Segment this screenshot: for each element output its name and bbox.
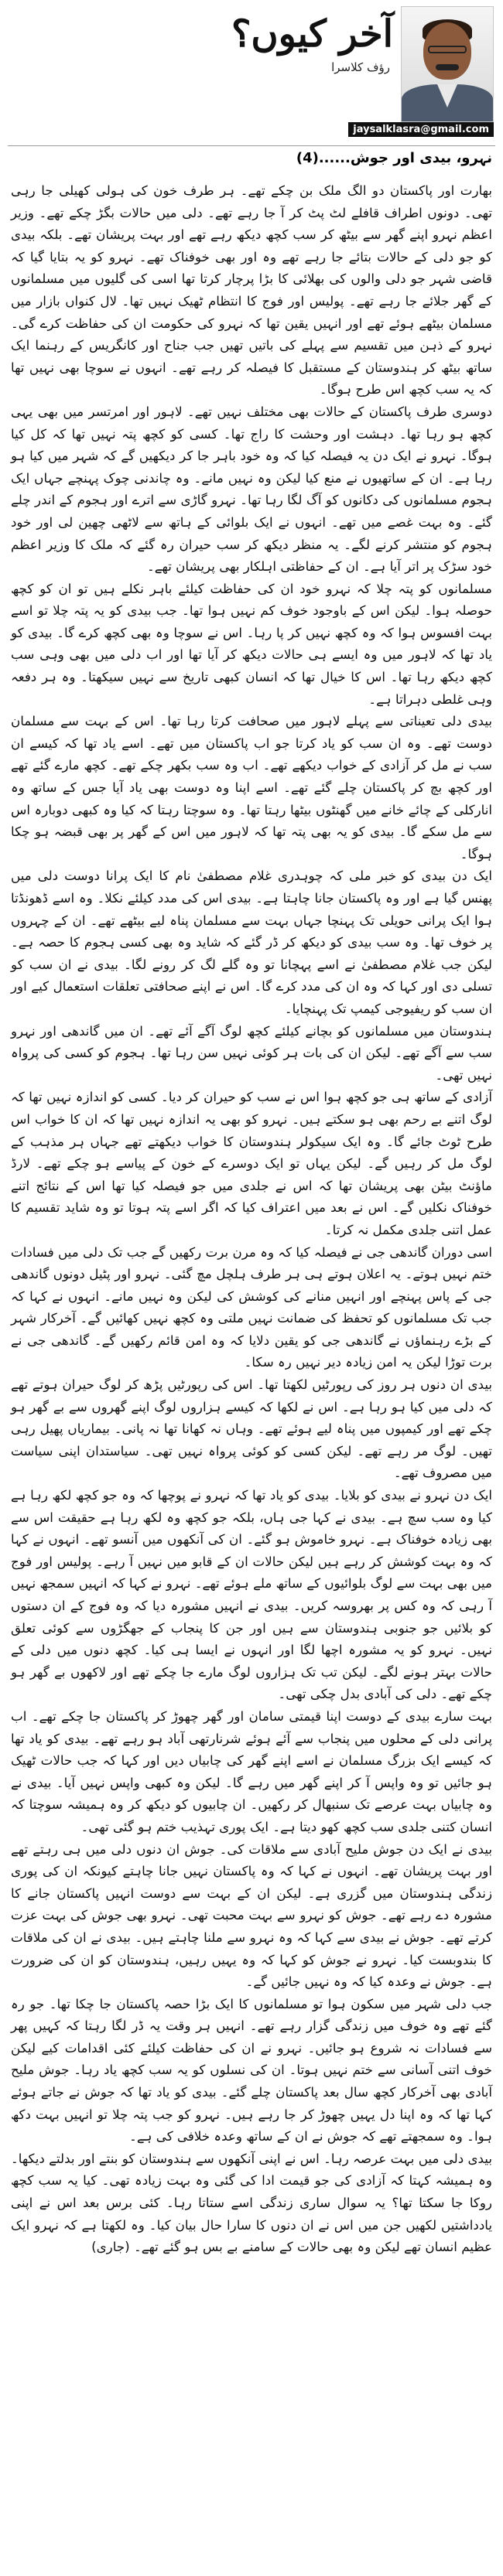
article-paragraph: بہت سارے بیدی کے دوست اپنا قیمتی سامان اور گھر چھوڑ کر پاکستان جا چکے تھے۔ اب پرانی دلی کے محلوں میں پنجاب سے آئے ہوئے شرنارتھی آباد ہو رہے تھے۔ بیدی کو یاد تھا کہ کیسے ایک بزرگ مسلمان نے اسے اپنے گھر کی چابیاں دیں اور کہا کہ جب حالات ٹھیک ہو جائیں تو وہ واپس آ کر اپنے گھر میں رہے گا۔ لیکن وہ کبھی واپس نہیں آیا۔ بیدی نے وہ چابیاں بہت عرصے تک سنبھال کر رکھیں۔ ان چابیوں کو دیکھ کر وہ ہمیشہ سوچتا کہ انسان کتنی جلدی سب کچھ کھو دیتا ہے۔ ایک پوری تہذیب ختم ہو گئی تھی۔: [11, 1708, 492, 1834]
column-title: آخر کیوں؟: [231, 12, 393, 56]
article-paragraph: ایک دن بیدی کو خبر ملی کہ چوہدری غلام مصطفیٰ نام کا ایک پرانا دوست دلی میں پھنس گیا ہے اور وہ پاکستان جانا چاہتا ہے۔ بیدی اس کی مدد کیلئے نکلا۔ وہ اسے ڈھونڈتا ہوا ایک پرانی حویلی تک پہنچا جہاں بہت سے مسلمان پناہ لیے بیٹھے تھے۔ ان کے چہروں پر خوف تھا۔ وہ سب بیدی کو دیکھ کر ڈر گئے کہ شاید وہ بھی کسی ہجوم کا حصہ ہے۔ لیکن جب غلام مصطفیٰ نے اسے پہچانا تو وہ گلے لگ کر رونے لگا۔ بیدی نے ان سب کو تسلی دی اور کہا کہ وہ ان کی مدد کرے گا۔ اس نے اپنے صحافتی تعلقات استعمال کیے اور ان سب کو ریفیوجی کیمپ تک پہنچایا۔: [11, 868, 492, 1016]
author-email: jaysalklasra@gmail.com: [348, 122, 494, 137]
article-paragraph: اسی دوران گاندھی جی نے فیصلہ کیا کہ وہ مرن برت رکھیں گے جب تک دلی میں فسادات ختم نہیں ہوتے۔ یہ اعلان ہوتے ہی ہر طرف ہلچل مچ گئی۔ نہرو اور پٹیل دونوں گاندھی جی کے پاس پہنچے اور انہیں منانے کی کوشش کی لیکن وہ نہیں مانے۔ انہوں نے کہا کہ جب تک مسلمانوں کو تحفظ کی ضمانت نہیں ملتی وہ کچھ نہیں کھائیں گے۔ آخرکار شہر کے بڑے رہنماؤں نے گاندھی جی کو یقین دلایا کہ وہ امن قائم رکھیں گے۔ گاندھی جی نے برت توڑا لیکن یہ امن زیادہ دیر نہیں رہ سکا۔: [11, 1244, 492, 1370]
article-paragraph: بھارت اور پاکستان دو الگ ملک بن چکے تھے۔ ہر طرف خون کی ہولی کھیلی جا رہی تھی۔ دونوں اطراف قافلے لٹ پٹ کر آ جا رہے تھے۔ دلی میں حالات بگڑ چکے تھے۔ وزیر اعظم نہرو اپنے گھر سے بیٹھ کر سب کچھ دیکھ رہے تھے اور بہت پریشان تھے۔ بلکہ بیدی کو جو دلی کے حالات بتائے جا رہے تھے وہ اور بھی خوفناک تھے۔ نہرو کو یہ بتایا گیا کہ قاضی شہر جو دلی والوں کی بھلائی کا بڑا پرچار کرتا تھا اسی کی گلیوں میں مسلمانوں کے گھر جلائے جا رہے تھے۔ پولیس اور فوج کا انتظام ٹھیک نہیں تھا۔ لال کنواں بازار میں مسلمان بیٹھے ہوئے تھے اور انہیں یقین تھا کہ نہرو کی حکومت ان کی حفاظت کرے گی۔ نہرو کے ذہن میں تقسیم سے پہلے کی باتیں تھیں جب جناح اور کانگریس کے رہنما ایک ساتھ بیٹھ کر ہندوستان کے مستقبل کا فیصلہ کر رہے تھے۔ انہوں نے سوچا بھی نہیں تھا کہ یہ سب کچھ اس طرح ہوگا۔: [11, 183, 492, 397]
article-paragraph: بیدی دلی تعیناتی سے پہلے لاہور میں صحافت کرتا رہا تھا۔ اس کے بہت سے مسلمان دوست تھے۔ وہ ان سب کو یاد کرتا جو اب پاکستان میں تھے۔ اسے یاد تھا کہ کیسے ان سب نے مل کر آزادی کے خواب دیکھے تھے۔ اب وہ سب بکھر چکے تھے۔ کچھ مارے گئے تھے اور کچھ بچ کر پاکستان چلے گئے تھے۔ اسے اپنا وہ دوست بھی یاد آیا جس کے ساتھ وہ انارکلی کے چائے خانے میں گھنٹوں بیٹھا رہتا تھا۔ وہ سوچتا رہتا کہ کیا وہ کبھی دوبارہ اس سے مل سکے گا۔ بیدی کو یہ بھی پتہ تھا کہ لاہور میں اس کے گھر پر بھی قبضہ ہو چکا ہوگا۔: [11, 713, 492, 862]
author-photo: [401, 6, 494, 122]
title-divider: [8, 145, 495, 146]
author-name: رؤف کلاسرا: [331, 60, 390, 74]
article-paragraph: بیدی ان دنوں ہر روز کی رپورٹیں لکھتا تھا۔ اس کی رپورٹیں پڑھ کر لوگ حیران ہوتے تھے کہ دلی میں کیا ہو رہا ہے۔ اس نے لکھا کہ کیسے ہزاروں لوگ اپنے گھروں سے بے گھر ہو چکے تھے اور کیمپوں میں پناہ لیے ہوئے تھے۔ وہاں نہ کھانا تھا نہ پانی۔ بیماریاں پھیل رہی تھیں۔ لوگ مر رہے تھے۔ لیکن کسی کو کوئی پرواہ نہیں تھی۔ سیاستدان اپنی سیاست میں مصروف تھے۔: [11, 1377, 492, 1481]
article-paragraph: ایک دن نہرو نے بیدی کو بلایا۔ بیدی کو یاد تھا کہ نہرو نے پوچھا کہ وہ جو کچھ لکھ رہا ہے کیا وہ سب سچ ہے۔ بیدی نے کہا جی ہاں، بلکہ جو کچھ وہ لکھ رہا ہے حقیقت اس سے بھی زیادہ خوفناک ہے۔ نہرو خاموش ہو گئے۔ ان کی آنکھوں میں آنسو تھے۔ انہوں نے کہا کہ وہ بہت کوشش کر رہے ہیں لیکن حالات ان کے قابو میں نہیں آ رہے۔ پولیس اور فوج میں بھی بہت سے لوگ بلوائیوں کے ساتھ ملے ہوئے تھے۔ نہرو نے کہا کہ انہیں سمجھ نہیں آ رہی کہ وہ کس پر بھروسہ کریں۔ بیدی نے انہیں مشورہ دیا کہ وہ فوج کے ان دستوں کو بلائیں جو جنوبی ہندوستان سے ہیں اور جن کا پنجاب کے جھگڑوں سے کوئی تعلق نہیں۔ نہرو کو یہ مشورہ اچھا لگا اور انہوں نے ایسا ہی کیا۔ کچھ دنوں میں دلی کے حالات بہتر ہونے لگے۔ لیکن تب تک ہزاروں لوگ مارے جا چکے تھے اور لاکھوں بے گھر ہو چکے تھے۔ دلی کی آبادی بدل چکی تھی۔: [11, 1487, 492, 1702]
article-paragraph: مسلمانوں کو پتہ چلا کہ نہرو خود ان کی حفاظت کیلئے باہر نکلے ہیں تو ان کو کچھ حوصلہ ہوا۔ لیکن اس کے باوجود خوف کم نہیں ہوا تھا۔ جب بیدی کو یہ پتہ چلا تو اسے بہت افسوس ہوا کہ وہ کچھ نہیں کر پا رہا۔ اس نے سوچا وہ بھی کچھ کرے گا۔ بیدی کو یاد تھا کہ لاہور میں وہ ایسے ہی حالات دیکھ کر آیا تھا اور اب دلی میں بھی وہی سب کچھ دیکھ رہا تھا۔ اس کا خیال تھا کہ انسان کبھی تاریخ سے نہیں سیکھتا۔ وہ ہر دفعہ وہی غلطی دہراتا ہے۔: [11, 580, 492, 707]
article-paragraph: دوسری طرف پاکستان کے حالات بھی مختلف نہیں تھے۔ لاہور اور امرتسر میں بھی یہی کچھ ہو رہا تھا۔ دہشت اور وحشت کا راج تھا۔ کسی کو کچھ پتہ نہیں تھا کہ کل کیا ہوگا۔ نہرو نے ایک دن یہ فیصلہ کیا کہ وہ خود باہر جا کر دیکھیں گے کہ شہر میں کیا ہو رہا ہے۔ ان کے ساتھیوں نے منع کیا لیکن وہ نہیں مانے۔ وہ چاندنی چوک پہنچے جہاں ایک ہجوم مسلمانوں کی دکانوں کو آگ لگا رہا تھا۔ نہرو گاڑی سے اترے اور ہجوم کے اندر چلے گئے۔ وہ بہت غصے میں تھے۔ انہوں نے ایک بلوائی کے ہاتھ سے لاٹھی چھین لی اور خود ہجوم کو منتشر کرنے لگے۔ یہ منظر دیکھ کر سب حیران رہ گئے کہ ملک کا وزیر اعظم خود سڑک پر اتر آیا ہے۔ ان کے حفاظتی اہلکار بھی پریشان تھے۔: [11, 403, 492, 575]
article-paragraph: بیدی نے ایک دن جوش ملیح آبادی سے ملاقات کی۔ جوش ان دنوں دلی میں ہی رہتے تھے اور بہت پریشان تھے۔ انہوں نے کہا کہ وہ پاکستان نہیں جانا چاہتے کیونکہ ان کی پوری زندگی ہندوستان میں گزری ہے۔ لیکن ان کے بہت سے دوست انہیں پاکستان جانے کا مشورہ دے رہے تھے۔ جوش کو نہرو سے بہت محبت تھی۔ نہرو بھی جوش کی بہت عزت کرتے تھے۔ جوش نے بیدی سے کہا کہ وہ نہرو سے ملنا چاہتے ہیں۔ بیدی نے ان کی ملاقات کا بندوبست کیا۔ نہرو نے جوش کو کہا کہ وہ یہیں رہیں، ہندوستان کو ان کی ضرورت ہے۔ جوش نے وعدہ کیا کہ وہ نہیں جائیں گے۔: [11, 1841, 492, 1990]
article-paragraph: ہندوستان میں مسلمانوں کو بچانے کیلئے کچھ لوگ آگے آئے تھے۔ ان میں گاندھی اور نہرو سب سے آگے تھے۔ لیکن ان کی بات ہر کوئی نہیں سن رہا تھا۔ ہجوم کو کسی کی پرواہ نہیں تھی۔: [11, 1022, 492, 1083]
article-paragraph: بیدی دلی میں بہت عرصہ رہا۔ اس نے اپنی آنکھوں سے ہندوستان کو بنتے اور بدلتے دیکھا۔ وہ ہمیشہ کہتا کہ آزادی کی جو قیمت ادا کی گئی وہ بہت زیادہ تھی۔ کیا یہ سب کچھ روکا جا سکتا تھا؟ یہ سوال ساری زندگی اسے ستاتا رہا۔ کئی برس بعد اس نے اپنی یادداشتیں لکھیں جن میں اس نے ان دنوں کا سارا حال بیان کیا۔ وہ لکھتا ہے کہ نہرو ایک عظیم انسان تھے لیکن وہ بھی حالات کے سامنے بے بس ہو گئے تھے۔ (جاری): [11, 2150, 492, 2255]
article-paragraph: جب دلی شہر میں سکون ہوا تو مسلمانوں کا ایک بڑا حصہ پاکستان جا چکا تھا۔ جو رہ گئے تھے وہ خوف میں زندگی گزار رہے تھے۔ انہیں ہر وقت یہ ڈر لگا رہتا کہ کہیں پھر سے فسادات نہ شروع ہو جائیں۔ نہرو نے ان کی حفاظت کیلئے کئی اقدامات کیے لیکن خوف اتنی آسانی سے ختم نہیں ہوتا۔ ان کی نسلوں کو یہ سب کچھ یاد رہا۔ جوش ملیح آبادی بھی آخرکار کچھ سال بعد پاکستان چلے گئے۔ بیدی کو یاد تھا کہ جوش نے جاتے ہوئے کہا تھا کہ وہ اپنا دل یہیں چھوڑ کر جا رہے ہیں۔ نہرو کو جب پتہ چلا تو انہیں بہت دکھ ہوا۔ وہ سمجھتے تھے کہ جوش نے ان کے ساتھ وعدہ خلافی کی ہے۔: [11, 1995, 492, 2144]
article-title: نہرو، بیدی اور جوش......(4): [296, 150, 492, 166]
article-body: [11, 179, 492, 2258]
article-paragraph: آزادی کے ساتھ ہی جو کچھ ہوا اس نے سب کو حیران کر دیا۔ کسی کو اندازہ نہیں تھا کہ لوگ اتنے بے رحم بھی ہو سکتے ہیں۔ نہرو کو بھی یہ اندازہ نہیں تھا کہ ان کا خواب اس طرح ٹوٹ جائے گا۔ وہ ایک سیکولر ہندوستان کا خواب دیکھتے تھے جہاں ہر مذہب کے لوگ مل کر رہیں گے۔ لیکن یہاں تو ایک دوسرے کے خون کے پیاسے ہو چکے تھے۔ لارڈ ماؤنٹ بیٹن بھی پریشان تھا کہ اس نے جلدی میں جو فیصلہ کیا تھا اس کے نتائج اتنے خوفناک نکلیں گے۔ اس نے بعد میں اعتراف کیا کہ اگر اسے پتہ ہوتا تو وہ شاید تقسیم کا عمل اتنی جلدی مکمل نہ کرتا۔: [11, 1089, 492, 1237]
column-header: [0, 0, 503, 166]
